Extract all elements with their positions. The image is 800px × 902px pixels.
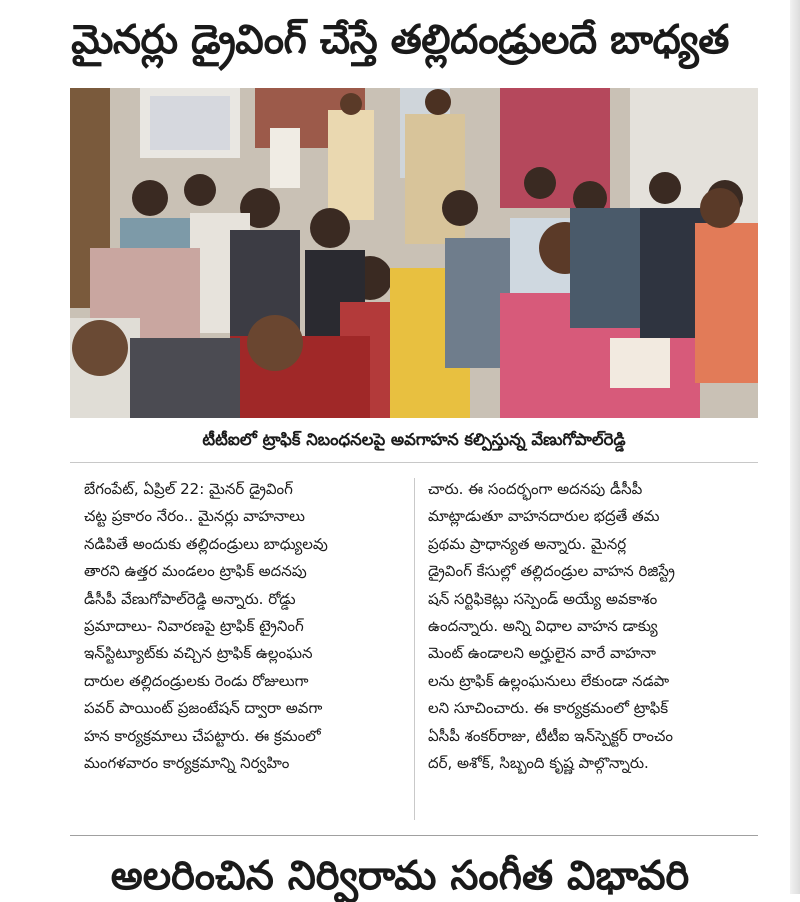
article-line: ప్రథమ ప్రాధాన్యత అన్నారు. మైనర్ల bbox=[428, 534, 627, 553]
article-line: చారు. ఈ సందర్భంగా అదనపు డీసీపీ bbox=[428, 480, 643, 498]
article-line: మెంట్ ఉండాలని అర్హులైన వారే వాహనా bbox=[428, 644, 656, 663]
article-line: ప్రమాదాలు- నివారణపై ట్రాఫిక్ ట్రైనింగ్ bbox=[84, 617, 304, 636]
article-line: బేగంపేట్, ఏప్రిల్ 22: మైనర్ డ్రైవింగ్ bbox=[84, 480, 293, 498]
article-line: డ్రైవింగ్ కేసుల్లో తల్లిదండ్రుల వాహన రిజిస్ట్రే bbox=[428, 562, 675, 581]
next-article-headline: అలరించిన నిర్విరామ సంగీత విభావరి bbox=[110, 853, 690, 899]
article-photo bbox=[70, 88, 758, 418]
page-edge bbox=[790, 0, 800, 894]
article-headline: మైనర్లు డ్రైవింగ్ చేస్తే తల్లిదండ్రులదే బాధ్యత bbox=[71, 17, 729, 63]
article-line: లని సూచించారు. ఈ కార్యక్రమంలో ట్రాఫిక్ bbox=[428, 699, 669, 718]
article-line: ఇన్‌స్టిట్యూట్‌కు వచ్చిన ట్రాఫిక్ ఉల్లంఘన bbox=[84, 644, 313, 663]
article-line: డీసీపీ వేణుగోపాల్‌రెడ్డి అన్నారు. రోడ్డు bbox=[84, 589, 296, 608]
article-line: దారుల తల్లిదండ్రులకు రెండు రోజులుగా bbox=[84, 671, 309, 690]
article-line: మాట్లాడుతూ వాహనదారుల భద్రతే తమ bbox=[428, 507, 660, 526]
article-line: దర్, అశోక్, సిబ్బంది కృష్ణ పాల్గొన్నారు. bbox=[428, 754, 649, 773]
article-line: పవర్ పాయింట్ ప్రజంటేషన్ ద్వారా అవగా bbox=[84, 699, 323, 718]
article-line: మంగళవారం కార్యక్రమాన్ని నిర్వహిం bbox=[84, 754, 290, 773]
article-line: నడిపితే అందుకు తల్లిదండ్రులు బాధ్యులవు bbox=[84, 534, 328, 553]
article-column-right bbox=[428, 476, 748, 777]
section-divider bbox=[70, 835, 758, 836]
photo-caption: టీటీఐలో ట్రాఫిక్ నిబంధనలపై అవగాహన కల్పిస్తున్న వేణుగోపాల్‌రెడ్డి bbox=[70, 418, 758, 463]
article-column-left bbox=[84, 476, 404, 777]
article-line: షన్ సర్టిఫికెట్లు సస్పెండ్ అయ్యే అవకాశం bbox=[428, 589, 658, 608]
article-line: ఉందన్నారు. అన్ని విధాల వాహన డాక్యు bbox=[428, 617, 658, 636]
article-line: చట్ట ప్రకారం నేరం.. మైనర్లు వాహనాలు bbox=[84, 507, 305, 526]
article-line: హన కార్యక్రమాలు చేపట్టారు. ఈ క్రమంలో bbox=[84, 726, 321, 745]
article-line: ఏసీపీ శంకర్‌రాజు, టీటీఐ ఇన్‌స్పెక్టర్ రాంచం bbox=[428, 726, 673, 745]
photo-training-session-icon bbox=[70, 88, 758, 418]
article-line: లను ట్రాఫిక్ ఉల్లంఘనులు లేకుండా నడపా bbox=[428, 671, 670, 690]
article-line: తారని ఉత్తర మండలం ట్రాఫిక్ అదనపు bbox=[84, 562, 307, 581]
column-rule bbox=[414, 478, 415, 820]
